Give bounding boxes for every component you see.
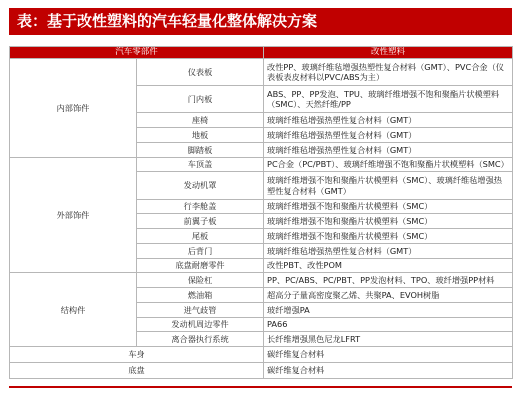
- bottom-rule: [9, 386, 512, 388]
- materials-table: [9, 46, 513, 379]
- part-cell: 发动机周边零件: [137, 317, 264, 332]
- part-cell: 离合器执行系统: [137, 332, 264, 347]
- part-cell: 发动机罩: [137, 172, 264, 199]
- part-cell: 座椅: [137, 113, 264, 128]
- group-structural: 结构件: [10, 273, 137, 347]
- material-cell: ABS、PP、PP发泡、TPU、玻璃纤维增强不饱和聚酯片状模塑料（SMC）、天然纤维/PP: [264, 86, 513, 113]
- part-cell: 行李舱盖: [137, 199, 264, 214]
- part-cell: 保险杠: [137, 273, 264, 288]
- part-cell: 地板: [137, 128, 264, 143]
- material-cell: 碳纤维复合材料: [264, 347, 513, 363]
- part-cell: 仪表板: [137, 59, 264, 86]
- material-cell: 玻璃纤维增强不饱和聚酯片状模塑料（SMC）: [264, 199, 513, 214]
- table-title: 表：基于改性塑料的汽车轻量化整体解决方案: [9, 8, 512, 35]
- part-cell: 脚踏板: [137, 142, 264, 157]
- table-row: [10, 363, 513, 379]
- table-header-row: [10, 47, 513, 59]
- material-cell: 玻璃纤维增强不饱和聚酯片状模塑料（SMC）、玻璃纤维毡增强热塑性复合材料（GMT）: [264, 172, 513, 199]
- material-cell: 玻璃纤维毡增强热塑性复合材料（GMT）: [264, 113, 513, 128]
- material-cell: 改性PP、玻璃纤维毡增强热塑性复合材料（GMT）、PVC合金（仪表板表皮材料以PVC/ABS为主）: [264, 59, 513, 86]
- part-cell: 燃油箱: [137, 288, 264, 303]
- material-cell: 玻璃纤维毡增强热塑性复合材料（GMT）: [264, 243, 513, 258]
- group-interior: 内部饰件: [10, 59, 137, 158]
- header-part: 汽车零部件: [10, 47, 264, 59]
- table-row: [10, 273, 513, 288]
- part-cell-chassis: 底盘: [10, 363, 264, 379]
- part-cell: 门内板: [137, 86, 264, 113]
- material-cell: 碳纤维复合材料: [264, 363, 513, 379]
- part-cell: 进气歧管: [137, 302, 264, 317]
- part-cell: 尾板: [137, 229, 264, 244]
- material-cell: 超高分子量高密度聚乙烯、共聚PA、EVOH树脂: [264, 288, 513, 303]
- material-cell: 玻纤增强PA: [264, 302, 513, 317]
- material-cell: PA66: [264, 317, 513, 332]
- material-cell: 长纤维增强黑色尼龙LFRT: [264, 332, 513, 347]
- material-cell: PP、PC/ABS、PC/PBT、PP发泡材料、TPO、玻纤增强PP材料: [264, 273, 513, 288]
- part-cell: 前翼子板: [137, 214, 264, 229]
- group-exterior: 外部饰件: [10, 157, 137, 273]
- material-cell: 玻璃纤维增强不饱和聚酯片状模塑料（SMC）: [264, 214, 513, 229]
- table-row: [10, 347, 513, 363]
- part-cell-body: 车身: [10, 347, 264, 363]
- material-cell: 玻璃纤维毡增强热塑性复合材料（GMT）: [264, 128, 513, 143]
- part-cell: 后背门: [137, 243, 264, 258]
- material-cell: PC合金（PC/PBT）、玻璃纤维增强不饱和聚酯片状模塑料（SMC）: [264, 157, 513, 172]
- material-cell: 玻璃纤维毡增强热塑性复合材料（GMT）: [264, 142, 513, 157]
- table-row: [10, 157, 513, 172]
- header-material: 改性塑料: [264, 47, 513, 59]
- table-row: [10, 59, 513, 86]
- part-cell: 底盘耐磨零件: [137, 258, 264, 273]
- material-cell: 玻璃纤维增强不饱和聚酯片状模塑料（SMC）: [264, 229, 513, 244]
- material-cell: 改性PBT、改性POM: [264, 258, 513, 273]
- part-cell: 车顶盖: [137, 157, 264, 172]
